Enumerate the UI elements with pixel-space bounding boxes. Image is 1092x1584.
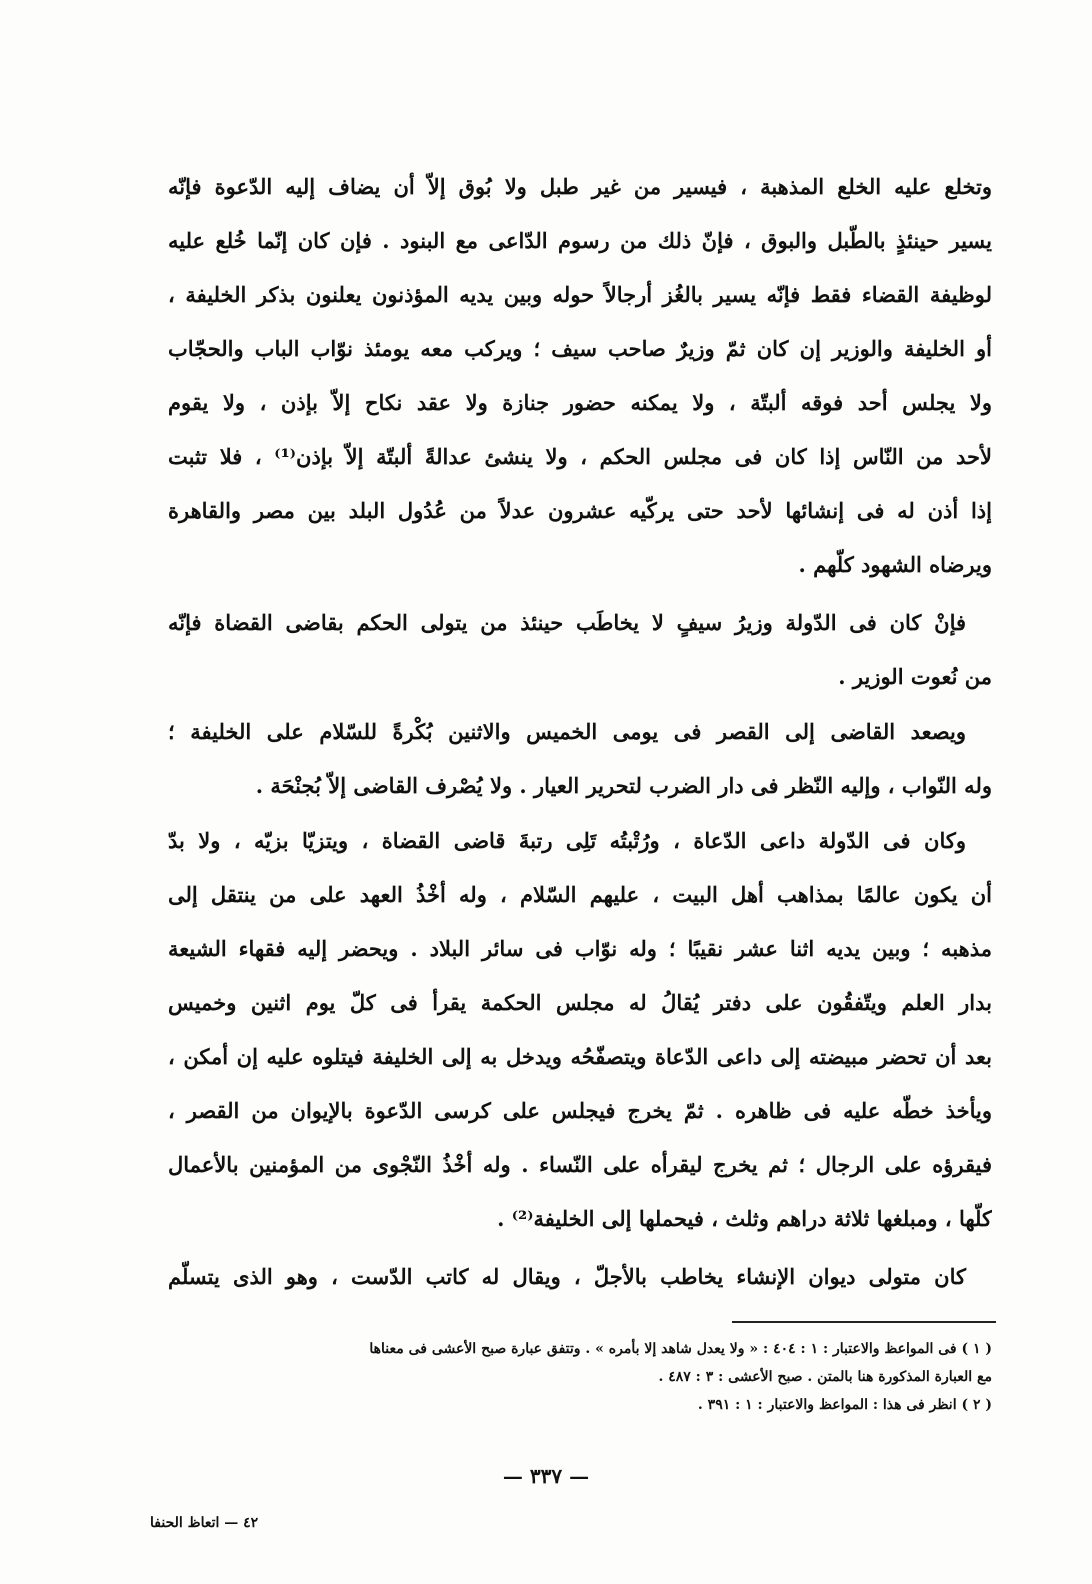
- text-line: كلّها ، ومبلغها ثلاثة دراهم وثلث ، فيحملها إلى الخليفة⁽²⁾ .: [497, 1206, 992, 1231]
- text-line: بعد أن تحضر مبيضته إلى داعى الدّعاة ويتصفّحُه ويدخل به إلى الخليفة فيتلوه عليه إن أمكن ،: [168, 1044, 992, 1069]
- paragraph-1: [168, 160, 992, 592]
- footnote-1-continued: مع العبارة المذكورة هنا بالمتن . صبح الأعشى : ٣ : ٤٨٧ .: [658, 1369, 992, 1385]
- paragraph-2: [168, 596, 992, 704]
- footnote-2: ( ٢ ) انظر فى هذا : المواعظ والاعتبار : ١ : ٣٩١ .: [697, 1397, 992, 1413]
- text-line: لأحد من النّاس إذا كان فى مجلس الحكم ، ولا ينشئ عدالةً ألبتّة إلاّ بإذن⁽¹⁾ ، فلا تثبت: [168, 444, 992, 469]
- text-line: بدار العلم ويتّفقُون على دفتر يُقالُ له مجلس الحكمة يقرأ فى كلّ يوم اثنين وخميس: [168, 990, 992, 1015]
- text-line: مذهبه ؛ وبين يديه اثنا عشر نقيبًا ؛ وله نوّاب فى سائر البلاد . ويحضر إليه فقهاء الشيعة: [168, 936, 992, 961]
- page-number: — ٣٣٧ —: [502, 1464, 590, 1488]
- text-line: لوظيفة القضاء فقط فإنّه يسير بالغُز أرجالاً حوله وبين يديه المؤذنون يعلنون بذكر الخليفة ،: [168, 282, 992, 307]
- paragraph-5: [168, 1250, 992, 1304]
- text-line: فإنْ كان فى الدّولة وزيرُ سيفٍ لا يخاطَب حينئذ من يتولى الحكم بقاضى القضاة فإنّه: [168, 610, 966, 635]
- paragraph-4: [168, 814, 992, 1246]
- text-line: من نُعوت الوزير .: [838, 664, 992, 689]
- paragraph-3: [168, 705, 992, 813]
- text-line: ويرضاه الشهود كلّهم .: [798, 552, 992, 577]
- footnote-divider: [732, 1321, 996, 1323]
- text-line: ويأخذ خطّه عليه فى ظاهره . ثمّ يخرج فيجلس على كرسى الدّعوة بالإيوان من القصر ،: [168, 1098, 992, 1123]
- text-line: ويصعد القاضى إلى القصر فى يومى الخميس والاثنين بُكْرةً للسّلام على الخليفة ؛: [168, 719, 966, 744]
- text-line: يسير حينئذٍ بالطّبل والبوق ، فإنّ ذلك من رسوم الدّاعى مع البنود . فإن كان إنّما خُلع عليه: [168, 228, 992, 253]
- text-line: ولا يجلس أحد فوقه ألبتّة ، ولا يمكنه حضور جنازة ولا عقد نكاح إلاّ بإذن ، ولا يقوم: [168, 390, 992, 415]
- footnotes: [168, 1335, 992, 1419]
- text-line: وكان فى الدّولة داعى الدّعاة ، ورُتْبتُه تَلِى رتبةَ قاضى القضاة ، ويتزيّا بزيّه ، ولا بدّ: [168, 828, 966, 853]
- text-line: أو الخليفة والوزير إن كان ثمّ وزيرٌ صاحب سيف ؛ ويركب معه يومئذ نوّاب الباب والحجّاب: [168, 336, 992, 361]
- text-line: وتخلع عليه الخلع المذهبة ، فيسير من غير طبل ولا بُوق إلاّ أن يضاف إليه الدّعوة فإنّه: [168, 174, 992, 199]
- printer-signature: ٤٢ — اتعاظ الحنفا: [150, 1515, 259, 1531]
- text-line: أن يكون عالمًا بمذاهب أهل البيت ، عليهم السّلام ، وله أخْذُ العهد على من ينتقل إلى: [168, 882, 992, 907]
- text-line: فيقرؤه على الرجال ؛ ثم يخرج ليقرأه على النّساء . وله أخْذُ النّجْوى من المؤمنين بالأعمال: [168, 1152, 992, 1177]
- text-line: وله النّواب ، وإليه النّظر فى دار الضرب لتحرير العيار . ولا يُصْرف القاضى إلاّ بُجنْحَة .: [255, 773, 992, 798]
- text-line: إذا أذن له فى إنشائها لأحد حتى يركّيه عشرون عدلاً من عُدُول البلد بين مصر والقاهرة: [168, 498, 992, 523]
- text-line: كان متولى ديوان الإنشاء يخاطب بالأجلّ ، ويقال له كاتب الدّست ، وهو الذى يتسلّم: [168, 1264, 966, 1289]
- footnote-1: ( ١ ) فى المواعظ والاعتبار : ١ : ٤٠٤ : « ولا يعدل شاهد إلا بأمره » . وتتفق عبارة صبح الأعشى فى معناها: [369, 1341, 992, 1357]
